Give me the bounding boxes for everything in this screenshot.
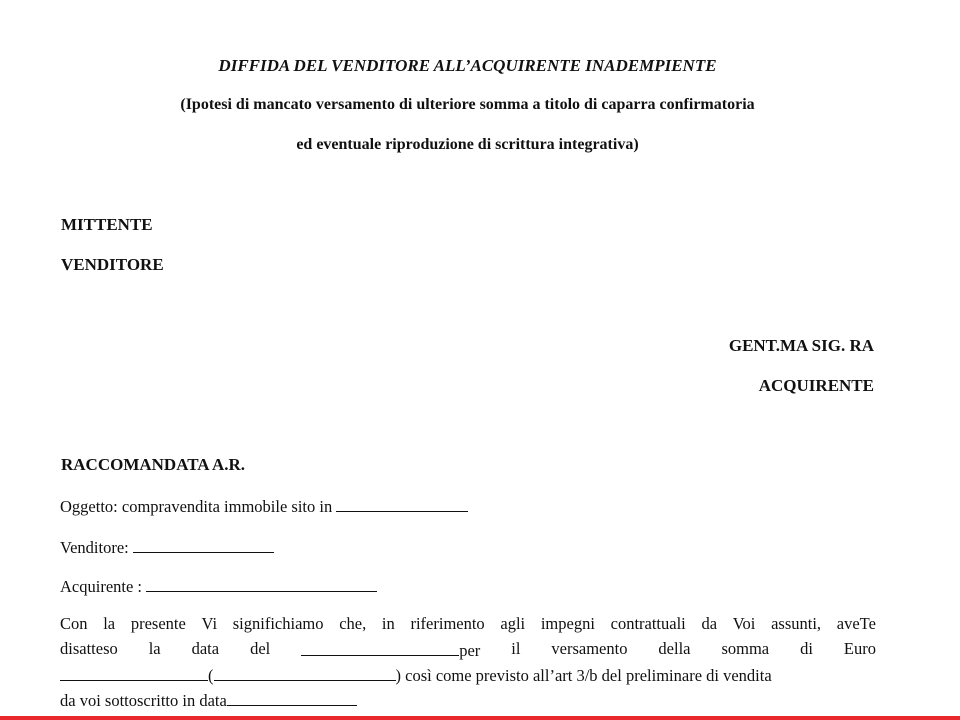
amount-blank: [60, 666, 208, 681]
paragraph-word: somma: [721, 639, 770, 658]
paragraph-word: agli: [500, 614, 526, 633]
paragraph-text: ) così come previsto all’art 3/b del preliminare di vendita: [395, 666, 772, 685]
date-blank: [301, 641, 459, 656]
sender-role: VENDITORE: [61, 255, 164, 274]
seller-label: Venditore:: [60, 538, 129, 557]
subtitle-line-1: (Ipotesi di mancato versamento di ulteriore somma a titolo di caparra confirmatoria: [180, 96, 755, 113]
paragraph-word: della: [658, 639, 691, 658]
date-blank-group: [301, 641, 480, 660]
paragraph-word: disatteso: [60, 639, 118, 658]
paragraph-word: aveTe: [836, 614, 876, 633]
recipient-salutation: GENT.MA SIG. RA: [728, 336, 874, 355]
paragraph-line-2: [60, 641, 876, 660]
subject-line: [60, 497, 468, 516]
paragraph-word: il: [511, 639, 521, 658]
paragraph-word: contrattuali: [610, 614, 686, 633]
signing-date-blank: [227, 691, 357, 706]
recipient-role: ACQUIRENTE: [758, 376, 874, 395]
paragraph-line-1: [60, 616, 876, 633]
sender-label: MITTENTE: [61, 215, 153, 234]
buyer-line: [60, 577, 377, 596]
paragraph-word: (: [208, 666, 214, 685]
subject-blank: [336, 497, 468, 512]
paragraph-line-3: [60, 666, 772, 685]
amount-words-blank: [214, 666, 396, 681]
paragraph-word: in: [381, 614, 395, 633]
paragraph-word: impegni: [540, 614, 595, 633]
paragraph-word: Voi: [732, 614, 756, 633]
seller-line: [60, 538, 274, 557]
paragraph-word: versamento: [551, 639, 628, 658]
bottom-accent-bar: [0, 716, 960, 720]
paragraph-word: da: [701, 614, 718, 633]
paragraph-word: presente: [130, 614, 186, 633]
paragraph-word: significhiamo: [232, 614, 324, 633]
subject-label: Oggetto: compravendita immobile sito in: [60, 497, 333, 516]
paragraph-text: da voi sottoscritto in data: [60, 691, 227, 710]
paragraph-word: assunti,: [771, 614, 822, 633]
paragraph-word: la: [148, 639, 161, 658]
paragraph-word: data: [191, 639, 220, 658]
document-title: DIFFIDA DEL VENDITORE ALL’ACQUIRENTE INADEMPIENTE: [218, 56, 717, 75]
paragraph-word: per: [459, 641, 481, 660]
buyer-label: Acquirente :: [60, 577, 143, 596]
seller-blank: [133, 538, 274, 553]
buyer-blank: [146, 577, 377, 592]
paragraph-word: la: [103, 614, 116, 633]
paragraph-word: del: [250, 639, 271, 658]
delivery-method: RACCOMANDATA A.R.: [61, 455, 246, 474]
paragraph-word: riferimento: [410, 614, 485, 633]
subtitle-line-2: ed eventuale riproduzione di scrittura integrativa): [296, 136, 639, 153]
paragraph-word: che,: [339, 614, 367, 633]
paragraph-word: Vi: [201, 614, 218, 633]
paragraph-word: Euro: [843, 639, 876, 658]
paragraph-word: Con: [60, 614, 88, 633]
paragraph-word: di: [800, 639, 813, 658]
paragraph-line-4: [60, 691, 357, 710]
